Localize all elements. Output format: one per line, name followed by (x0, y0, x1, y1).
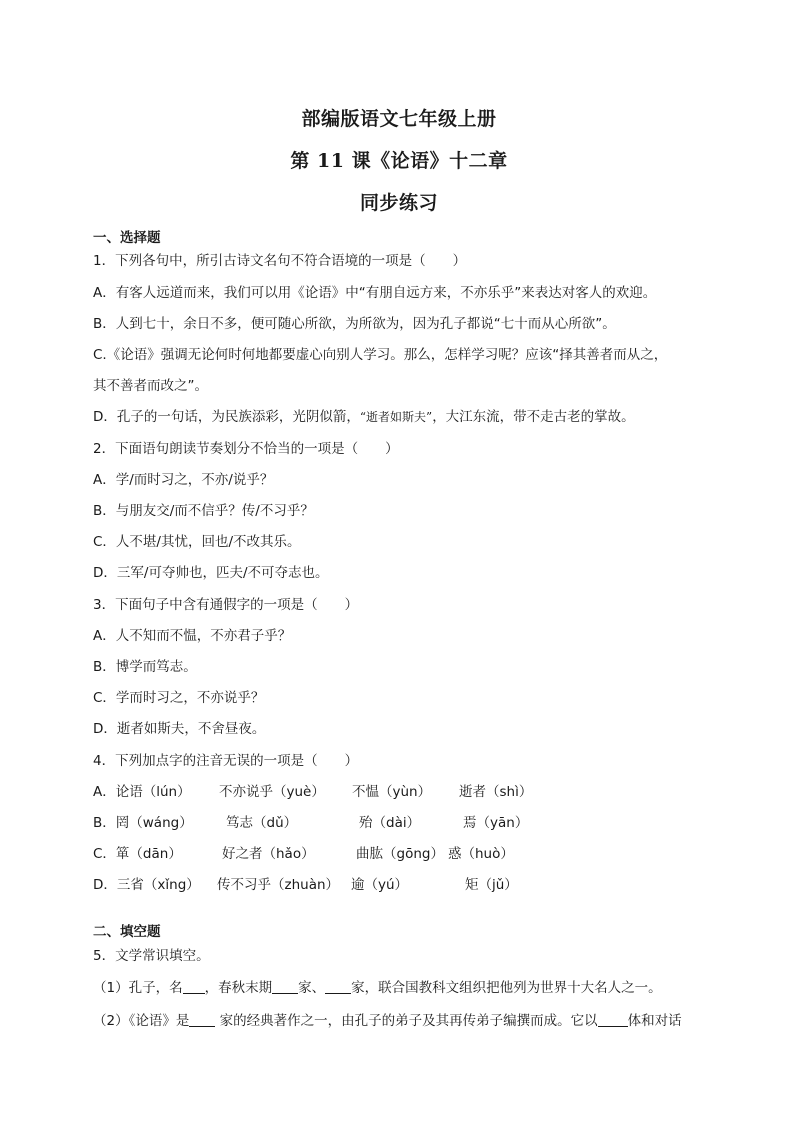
pinyin-cell: 好之者（hǎo） (222, 846, 315, 862)
pinyin-cell: 笃志（dǔ） (226, 815, 298, 831)
fill-text: 家的经典著作之一，由孔子的弟子及其再传弟子编撰而成。它以 (215, 1013, 598, 1029)
pinyin-cell: 不愠（yùn） (352, 784, 432, 800)
fill-text: （1）孔子，名 (93, 980, 183, 996)
pinyin-cell: 逾（yú） (351, 877, 409, 893)
question-2-option-d: D．三军/可夺帅也，匹夫/不可夺志也。 (93, 565, 329, 581)
answer-blank[interactable] (183, 980, 205, 994)
question-1-option-c-line2: 其不善者而改之”。 (93, 378, 208, 394)
pinyin-cell: 矩（jǔ） (465, 877, 518, 893)
pinyin-cell: 焉（yān） (463, 815, 529, 831)
question-4-stem: 4．下列加点字的注音无误的一项是（ ） (93, 753, 359, 769)
fill-text: 家，联合国教科文组织把他列为世界十大名人之一。 (351, 980, 662, 996)
section-heading-fill-blank: 二、填空题 (93, 924, 161, 940)
question-1-option-d (93, 405, 635, 425)
question-1-option-c-line1: C.《论语》强调无论何时何地都要虚心向别人学习。那么，怎样学习呢？应该“择其善者而从之， (93, 347, 668, 363)
answer-blank[interactable] (598, 1013, 628, 1027)
fill-text: ，春秋末期 (204, 980, 273, 996)
pinyin-cell: D．三省（xǐng） (93, 877, 200, 893)
pinyin-cell: 曲肱（gōng） (356, 846, 444, 862)
question-3-option-c: C．学而时习之，不亦说乎？ (93, 690, 265, 706)
question-2-option-b: B．与朋友交/而不信乎？传/不习乎？ (93, 503, 314, 519)
question-5-stem: 5．文学常识填空。 (93, 948, 210, 964)
pinyin-cell: 殆（dài） (359, 815, 421, 831)
pinyin-cell: 逝者（shì） (459, 784, 533, 800)
pinyin-cell: B．罔（wáng） (93, 815, 193, 831)
answer-blank[interactable] (272, 980, 298, 994)
question-3-stem: 3．下面句子中含有通假字的一项是（ ） (93, 597, 359, 613)
question-3-option-d: D．逝者如斯夫，不舍昼夜。 (93, 721, 266, 737)
pinyin-cell: C．箪（dān） (93, 846, 182, 862)
question-2-option-c: C．人不堪/其忧，回也/不改其乐。 (93, 534, 301, 550)
question-3-option-a: A．人不知而不愠，不亦君子乎？ (93, 628, 292, 644)
lesson-title: 第 11 课《论语》十二章 (290, 150, 508, 172)
question-5-line-2 (93, 1009, 682, 1029)
question-5-line-1 (93, 976, 662, 996)
document-title: 部编版语文七年级上册 (301, 108, 497, 130)
question-3-option-b: B．博学而笃志。 (93, 659, 197, 675)
pinyin-cell: 不亦说乎（yuè） (219, 784, 325, 800)
pinyin-cell: A．论语（lún） (93, 784, 191, 800)
option-d-quote: “逝者如斯夫” (359, 410, 433, 424)
pinyin-cell: 惑（huò） (448, 846, 514, 862)
question-2-option-a: A．学/而时习之，不亦/说乎？ (93, 472, 274, 488)
answer-blank[interactable] (325, 980, 351, 994)
subtitle: 同步练习 (359, 192, 438, 214)
pinyin-cell: 传不习乎（zhuàn） (217, 877, 340, 893)
option-d-text-before: D．孔子的一句话，为民族添彩，光阴似箭， (93, 409, 360, 425)
question-2-stem: 2．下面语句朗读节奏划分不恰当的一项是（ ） (93, 441, 399, 457)
question-1-option-b: B．人到七十，余日不多，便可随心所欲，为所欲为，因为孔子都说“七十而从心所欲”。 (93, 316, 616, 332)
section-heading-choice: 一、选择题 (93, 230, 161, 246)
answer-blank[interactable] (189, 1013, 215, 1027)
question-1-option-a: A．有客人远道而来，我们可以用《论语》中“有朋自远方来，不亦乐乎”来表达对客人的欢迎。 (93, 285, 657, 301)
fill-text: 体和对话 (627, 1013, 682, 1029)
option-d-text-after: ，大江东流，带不走古老的掌故。 (432, 409, 635, 425)
fill-text: （2）《论语》是 (93, 1013, 190, 1029)
fill-text: 家、 (298, 980, 326, 996)
question-1-stem: 1．下列各句中，所引古诗文名句不符合语境的一项是（ ） (93, 253, 467, 269)
